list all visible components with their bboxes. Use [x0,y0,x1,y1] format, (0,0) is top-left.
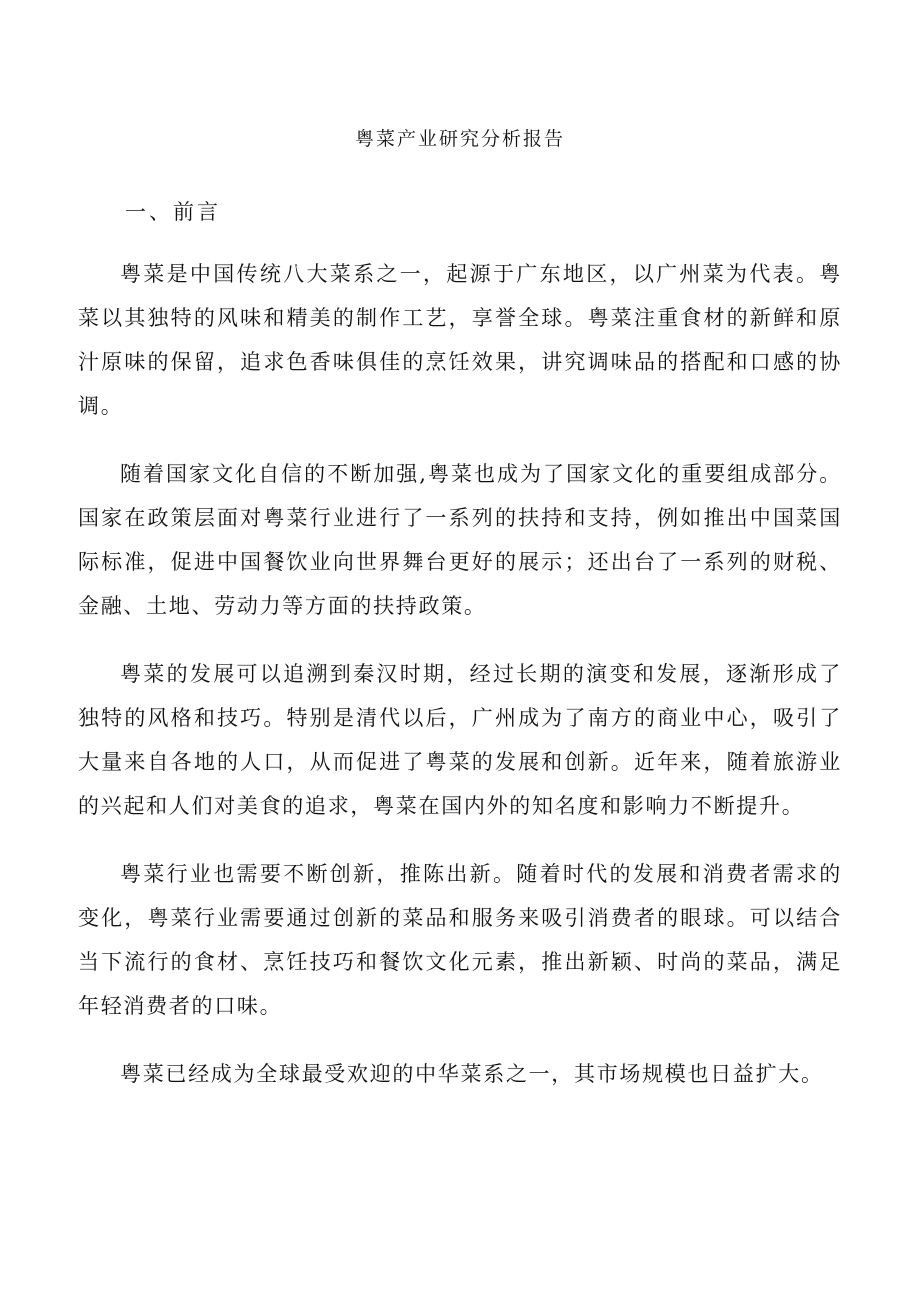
paragraph-5: 粤菜已经成为全球最受欢迎的中华菜系之一，其市场规模也日益扩大。 [120,1062,824,1086]
paragraph-3: 粤菜的发展可以追溯到秦汉时期，经过长期的演变和发展，逐渐形成了独特的风格和技巧。特别是清代以后，广州成为了南方的商业中心，吸引了大量来自各地的人口，从而促进了粤菜的发展和创新。近年来，随着旅游业的兴起和人们对美食的追求，粤菜在国内外的知名度和影响力不断提升。 [78,662,842,818]
section-heading: 一、前言 [125,200,221,224]
paragraph-1: 粤菜是中国传统八大菜系之一，起源于广东地区，以广州菜为代表。粤菜以其独特的风味和精美的制作工艺，享誉全球。粤菜注重食材的新鲜和原汁原味的保留，追求色香味俱佳的烹饪效果，讲究调味品的搭配和口感的协调。 [78,262,842,418]
paragraph-4: 粤菜行业也需要不断创新，推陈出新。随着时代的发展和消费者需求的变化，粤菜行业需要通过创新的菜品和服务来吸引消费者的眼球。可以结合当下流行的食材、烹饪技巧和餐饮文化元素，推出新颖、时尚的菜品，满足年轻消费者的口味。 [78,862,842,1018]
paragraph-2: 随着国家文化自信的不断加强,粤菜也成为了国家文化的重要组成部分。国家在政策层面对粤菜行业进行了一系列的扶持和支持，例如推出中国菜国际标准，促进中国餐饮业向世界舞台更好的展示；还出台了一系列的财税、金融、土地、劳动力等方面的扶持政策。 [78,462,842,618]
document-body [78,252,842,1120]
document-title: 粤菜产业研究分析报告 [354,128,565,150]
